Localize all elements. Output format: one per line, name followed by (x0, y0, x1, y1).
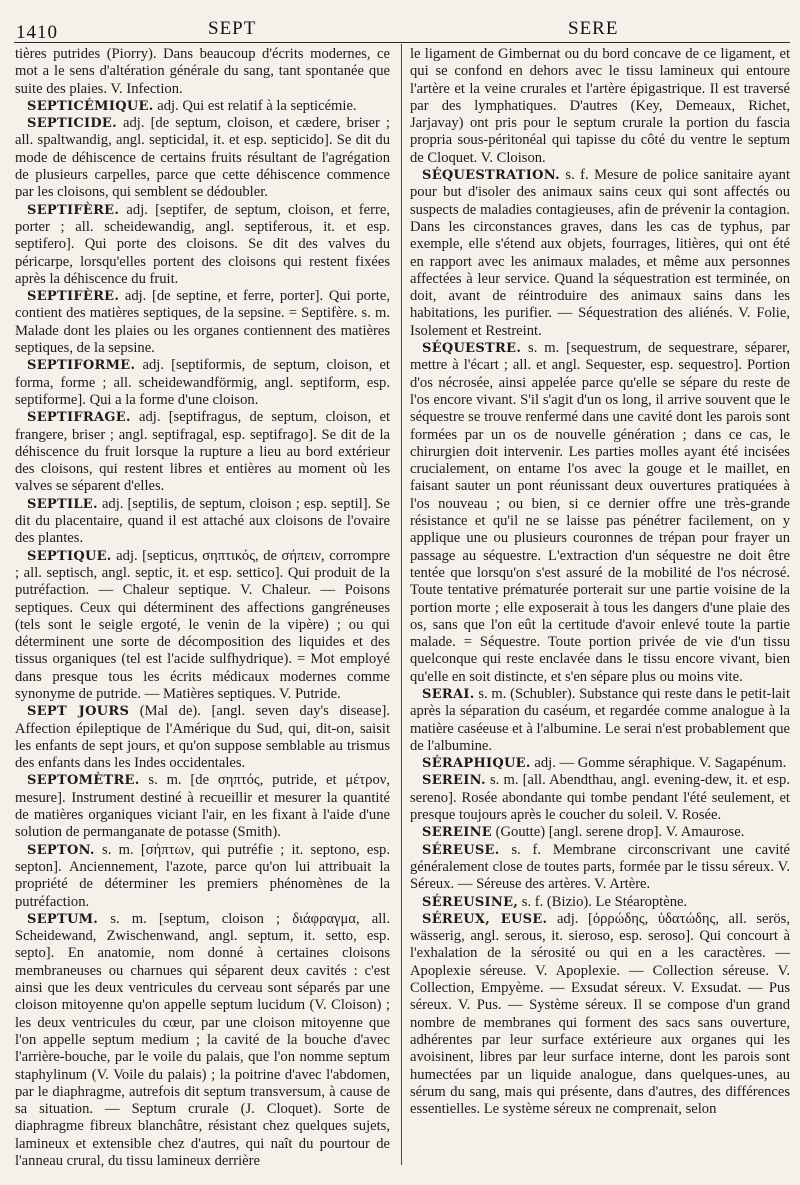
entry (15, 409, 390, 495)
entry-text: adj. [septilis, de septum, cloison ; esp. septil]. Se dit du placentaire, quand il est attaché aux cloisons de l'ovaire des plantes. (15, 495, 390, 547)
entry (410, 755, 790, 772)
right-running-head: SERE (568, 18, 619, 39)
headword: SEPTIFÈRE. (27, 289, 120, 305)
entry-text: s. m. (Schubler). Substance qui reste dans le petit-lait après la séparation du caséum, et regardée comme analogue à la matière caséeuse et à l'albumine. Le serai n'est probablement que de l'albumine. (410, 685, 790, 754)
entry-text: s. m. [de σηπτός, putride, et μέτρον, mesure]. Instrument destiné à recueillir et mesurer la quantité de matières organiques viciant l'air, en les fixant à l'aide d'une solution de permanganate de potasse (Smith). (15, 772, 390, 841)
right-column (410, 46, 790, 1118)
entry-text: le ligament de Gimbernat ou du bord concave de ce ligament, et qui se confond en dehors avec le tissu lamineux qui entoure l'artère et la veine crurales et l'artère épigastrique. Il est traversé par des lymphatiques. D'autres (Key, Demeaux, Richet, Jarjavay) ont pris pour le septum crurale la portion du fascia propria sous-péritonéal qui tapisse du côté du ventre le septum de Cloquet. V. Cloison. (410, 46, 790, 166)
entry (15, 772, 390, 841)
headword: SÉREUX, EUSE. (422, 911, 548, 927)
entry-text: s. f. Mesure de police sanitaire ayant pour but d'isoler des animaux sains ceux qui sont affectés ou suspects de maladies contagieuses, afin de prévenir la contagion. Dans les circonstances graves, dans les cas de typhus, par exemple, elle s'étend aux objets, fourrages, litières, qui ont été en rapport avec les animaux malades, et même aux personnes affectées à leur service. Quand la séquestration est terminée, on doit, avant de réintroduire des animaux sains dans les habitations, les purifier. — Séquestration des aliénés. V. Folie, Isolement et Restreint. (410, 167, 790, 339)
entry (15, 548, 390, 704)
entry (410, 894, 790, 911)
left-column (15, 46, 390, 1170)
entry-text: s. m. [septum, cloison ; διάφραγμα, all. Scheidewand, Zwischenwand, angl. septum, it. setto, esp. septo]. En anatomie, nom donné à certaines cloisons membraneuses ou charnues qui séparent deux cavités : c'est ainsi que les deux ventricules du cerveau sont séparés par une cloison mitoyenne qu'on appelle septum lucidum (V. Cloison) ; les deux ventricules du cœur, par une cloison mitoyenne que l'on appelle septum medium ; la cavité de la bouche d'avec l'arrière-bouche, par le voile du palais, que l'on nomme septum staphylinum (V. Voile du palais) ; la poitrine d'avec l'abdomen, par le diaphragme, autrefois dit septum transversum, à cause de sa situation. — Septum crurale (J. Cloquet). Sorte de diaphragme fibreux blanchâtre, résistant chez quelques sujets, lamineux et extensible chez d'autres, qui naît du pourtour de l'anneau crural, du tissu lamineux derrière (15, 910, 390, 1169)
headword: SEPTILE. (27, 496, 98, 512)
entry (15, 357, 390, 409)
headword: SÉQUESTRE. (422, 341, 522, 357)
headword: SEPT JOURS (27, 704, 130, 720)
entry-text: s. m. [σήπτων, qui putréfie ; it. septono, esp. septon]. Anciennement, l'azote, parce qu'on lui attribuait la propriété de déterminer les premiers phénomènes de la putréfaction. (15, 841, 390, 910)
headword: SEPTIFÈRE. (27, 202, 120, 218)
headword: SÉREUSE. (422, 842, 500, 858)
entry (410, 686, 790, 755)
headword: SEPTUM. (27, 911, 99, 927)
entry (15, 98, 390, 115)
headword: SEREINE (422, 825, 492, 841)
entry-text: s. m. [all. Abendthau, angl. evening-dew, it. et esp. sereno]. Rosée abondante qui tombe pendant l'été seulement, et presque toujours après le coucher du soleil. V. Rosée. (410, 772, 790, 824)
entry-text: adj. — Gomme séraphique. V. Sagapénum. (530, 755, 787, 772)
entry (15, 703, 390, 772)
entry-text: adj. [ὀρρώδης, ὑδατώδης, all. serös, wässerig, angl. serous, it. sieroso, esp. seroso]. Qui concourt à l'exhalation de la sérosité ou qui en a les caractères. — Apoplexie séreuse. V. Apoplexie. — Collection séreuse. V. Collection, Empyème. — Exsudat séreux. V. Exsudat. — Pus séreux. V. Pus. — Système séreux. Il se compose d'un grand nombre de membranes qui forment des sacs sans ouverture, adhérentes par leur surface extérieure aux organes qui les avoisinent, libres par leur surface interne, dont les parois sont humectées par un liquide analogue, dans quelques-unes, au sérum du sang, mais qui présente, dans d'autres, des différences essentielles. Le système séreux ne comprenait, selon (410, 910, 790, 1118)
entry-text: adj. [septicus, σηπτικός, de σήπειν, corrompre ; all. septisch, angl. septic, it. et esp. settico]. Qui produit de la putréfaction. — Chaleur septique. V. Chaleur. — Poisons septiques. Ceux qui déterminent des affections gangréneuses (tels sont le seigle ergoté, le venin de la vipère) ; ou qui déterminent une sorte de décomposition des liquides et des tissus organiques (tel est l'acide sulfhydrique). = Mot employé dans presque tous les écrits médicaux modernes comme synonyme de putride. — Matières septiques. V. Putride. (15, 547, 390, 702)
entry-text: s. f. (Bizio). Le Stéaroptène. (518, 893, 688, 910)
entry-text: s. m. [sequestrum, de sequestrare, séparer, mettre à l'écart ; all. et angl. Sequester, esp. sequestro]. Portion d'os nécrosée, ainsi appelée parce qu'elle se sépare du reste de l'os encore vivant. S'il s'agit d'un os long, il arrive souvent que le séquestre se trouve renfermé dans une cavité dont les parois sont formées par un os de nouvelle génération ; dans ce cas, le chirurgien doit intervenir. Les parties molles ayant été incisées crucialement, on entame l'os avec la gouge et le maillet, en faisant sauter un pont réunissant deux ouvertures pratiquées à l'os nouveau ; ou bien, si ce dernier offre une très-grande résistance et qu'il ne se laisse pas pénétrer facilement, on y applique une ou plusieurs couronnes de trépan pour frayer un passage au séquestre. L'extraction d'un séquestre ne doit être tentée que lorsqu'on s'est assuré de la mobilité de l'os nécrosé. Toute tentative prématurée porterait sur une partie voisine de la portion morte ; elle exposerait à tous les dangers d'une plaie des os, sans que l'on eût la certitude d'avoir enlevé toute la partie malade. = Séquestre. Toute portion privée de vie d'un tissu quelconque qui reste enclavée dans le tissu encore vivant, bien qu'elle en soit distincte, et s'en sépare plus ou moins vite. (410, 340, 790, 685)
headword: SEPTIFRAGE. (27, 410, 131, 426)
headword: SERAI. (422, 686, 475, 702)
entry (15, 46, 390, 98)
entry-text: adj. Qui est relatif à la septicémie. (153, 97, 357, 114)
entry (410, 911, 790, 1119)
headword: SEPTON. (27, 842, 95, 858)
headword: SEPTOMÈTRE. (27, 773, 140, 789)
headword: SEPTIQUE. (27, 548, 112, 564)
entry (15, 496, 390, 548)
entry-text: (Mal de). [angl. seven day's disease]. Affection épileptique de l'Amérique du Sud, qui, dit-on, saisit les enfants de sept jours, et qu'on suppose semblable au trismus des enfants dans les Indes occidentales. (15, 703, 391, 772)
page-number: 1410 (16, 22, 58, 43)
running-header (0, 8, 800, 43)
entry (15, 115, 390, 201)
entry (15, 911, 390, 1170)
entry (15, 202, 390, 288)
entry (410, 842, 790, 894)
entry (410, 167, 790, 340)
entry (410, 772, 790, 824)
header-rule (14, 42, 790, 43)
entry (15, 288, 390, 357)
entry (410, 46, 790, 167)
entry (410, 824, 790, 841)
headword: SEPTIFORME. (27, 358, 136, 374)
headword: SÉRAPHIQUE. (422, 756, 531, 772)
headword: SÉQUESTRATION. (422, 168, 560, 184)
entry-text: tières putrides (Piorry). Dans beaucoup d'écrits modernes, ce mot a le sens d'altération générale du sang, tant spontanée que suite des plaies. V. Infection. (15, 46, 390, 97)
headword: SEPTICÉMIQUE. (27, 98, 154, 114)
entry-text: s. f. Membrane circonscrivant une cavité généralement close de toutes parts, formée par le tissu séreux. V. Séreux. — Séreuse des artères. V. Artère. (410, 841, 790, 893)
entry-text: adj. [de septum, cloison, et cædere, briser ; all. spaltwandig, angl. septicidal, it. et esp. septicido]. Se dit du mode de déhiscence de certains fruits résultant de l'agrégation de plusieurs carpelles, parce que cette déhiscence commence par les cloisons, qui semblent se dédoubler. (15, 115, 390, 201)
entry-text: adj. [septifer, de septum, cloison, et ferre, porter ; all. scheidewandig, angl. septiferous, it. et esp. septifero]. Qui porte des cloisons. Se dit des valves du péricarpe, lorsqu'elles portent des cloisons qui restent fixées après la déhiscence du fruit. (15, 201, 390, 287)
entry-text: adj. [septifragus, de septum, cloison, et frangere, briser ; angl. septifragal, esp. septifrago]. Se dit de la déhiscence du fruit lorsque la rupture a lieu au bord extérieur des cloisons, qui restent libres et entières au moment où les valves se séparent d'elles. (15, 409, 390, 495)
left-running-head: SEPT (208, 18, 257, 39)
column-divider (401, 44, 402, 1165)
headword: SEREIN. (422, 773, 486, 789)
entry (15, 842, 390, 911)
headword: SÉREUSINE, (422, 894, 519, 910)
headword: SEPTICIDE. (27, 116, 117, 132)
entry-text: adj. [de septine, et ferre, porter]. Qui porte, contient des matières septiques, de la sepsine. = Septifère. s. m. Malade dont les plaies ou les organes contiennent des matières septiques, de la sepsine. (15, 288, 390, 357)
entry (410, 340, 790, 686)
entry-text: adj. [septiformis, de septum, cloison, et forma, forme ; all. scheidewandförmig, angl. septiform, esp. septiforme]. Qui a la forme d'une cloison. (15, 357, 390, 408)
entry-text: (Goutte) [angl. serene drop]. V. Amaurose. (491, 824, 745, 841)
